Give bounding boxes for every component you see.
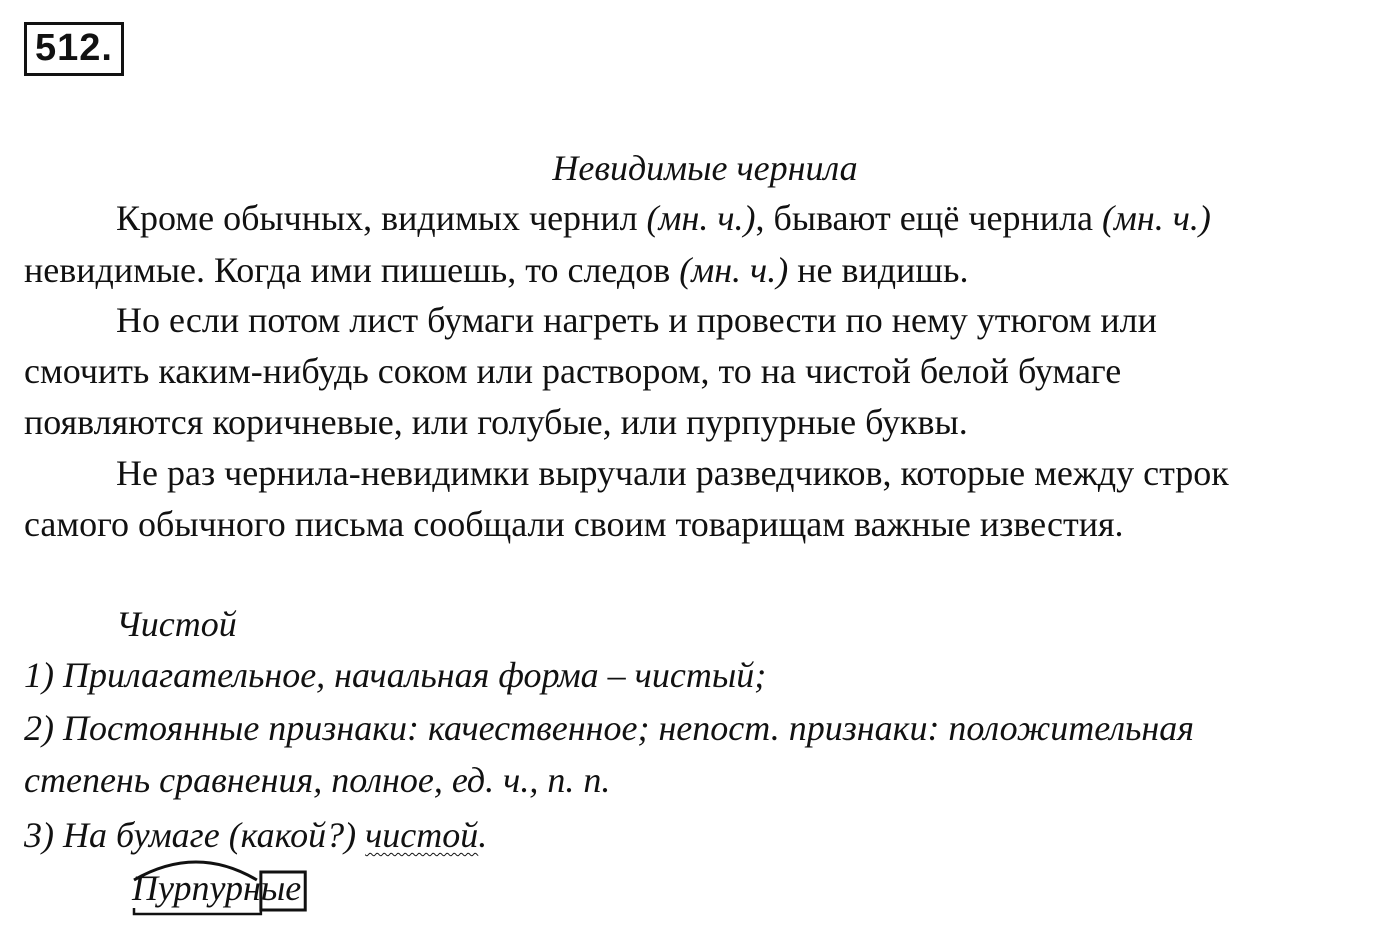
paragraph-2-line-2: смочить каким-нибудь соком или раствором, то на чистой белой бумаге [24,351,1122,391]
paragraph-3-line-2: самого обычного письма сообщали своим товарищам важные известия. [24,504,1124,544]
analysis-item-2-line-2: степень сравнения, полное, ед. ч., п. п. [24,760,611,800]
morpheme-marks [120,852,350,922]
ending-box-mark [261,872,305,910]
paragraph-2-line-1: Но если потом лист бумаги нагреть и провести по нему утюгом или [116,300,1157,340]
paragraph-2-line-3: появляются коричневые, или голубые, или пурпурные буквы. [24,402,968,442]
text-fragment: невидимые. Когда ими пишешь, то следов [24,250,680,290]
wavy-underlined-word: чистой [365,815,479,855]
text-fragment: 3) На бумаге (какой?) [24,815,366,855]
morpheme-ending-text: ые [260,868,302,908]
analysis-item-2-line-1: 2) Постоянные признаки: качественное; непост. признаки: положительная [24,708,1195,748]
note-plural: (мн. ч.) [679,250,789,290]
note-plural: (мн. ч.) [646,198,756,238]
text-title: Невидимые чернила [552,148,858,188]
stem-bracket-mark [134,908,261,914]
task-number: 512. [24,22,124,76]
paragraph-1-line-1 [116,198,1211,238]
text-fragment: не видишь. [788,250,969,290]
paragraph-1-line-2 [24,250,968,290]
analysis-item-3 [24,815,487,855]
root-arc-mark [134,862,257,880]
text-fragment: Кроме обычных, видимых чернил [116,198,647,238]
morpheme-root-text: Пурпурн [132,868,261,908]
paragraph-3-line-1: Не раз чернила-невидимки выручали разведчиков, которые между строк [116,453,1229,493]
note-plural: (мн. ч.) [1101,198,1211,238]
analysis-item-1: 1) Прилагательное, начальная форма – чистый; [24,655,767,695]
analysis-word: Чистой [116,604,237,644]
text-fragment: , бывают ещё чернила [755,198,1102,238]
text-fragment: . [478,815,488,855]
